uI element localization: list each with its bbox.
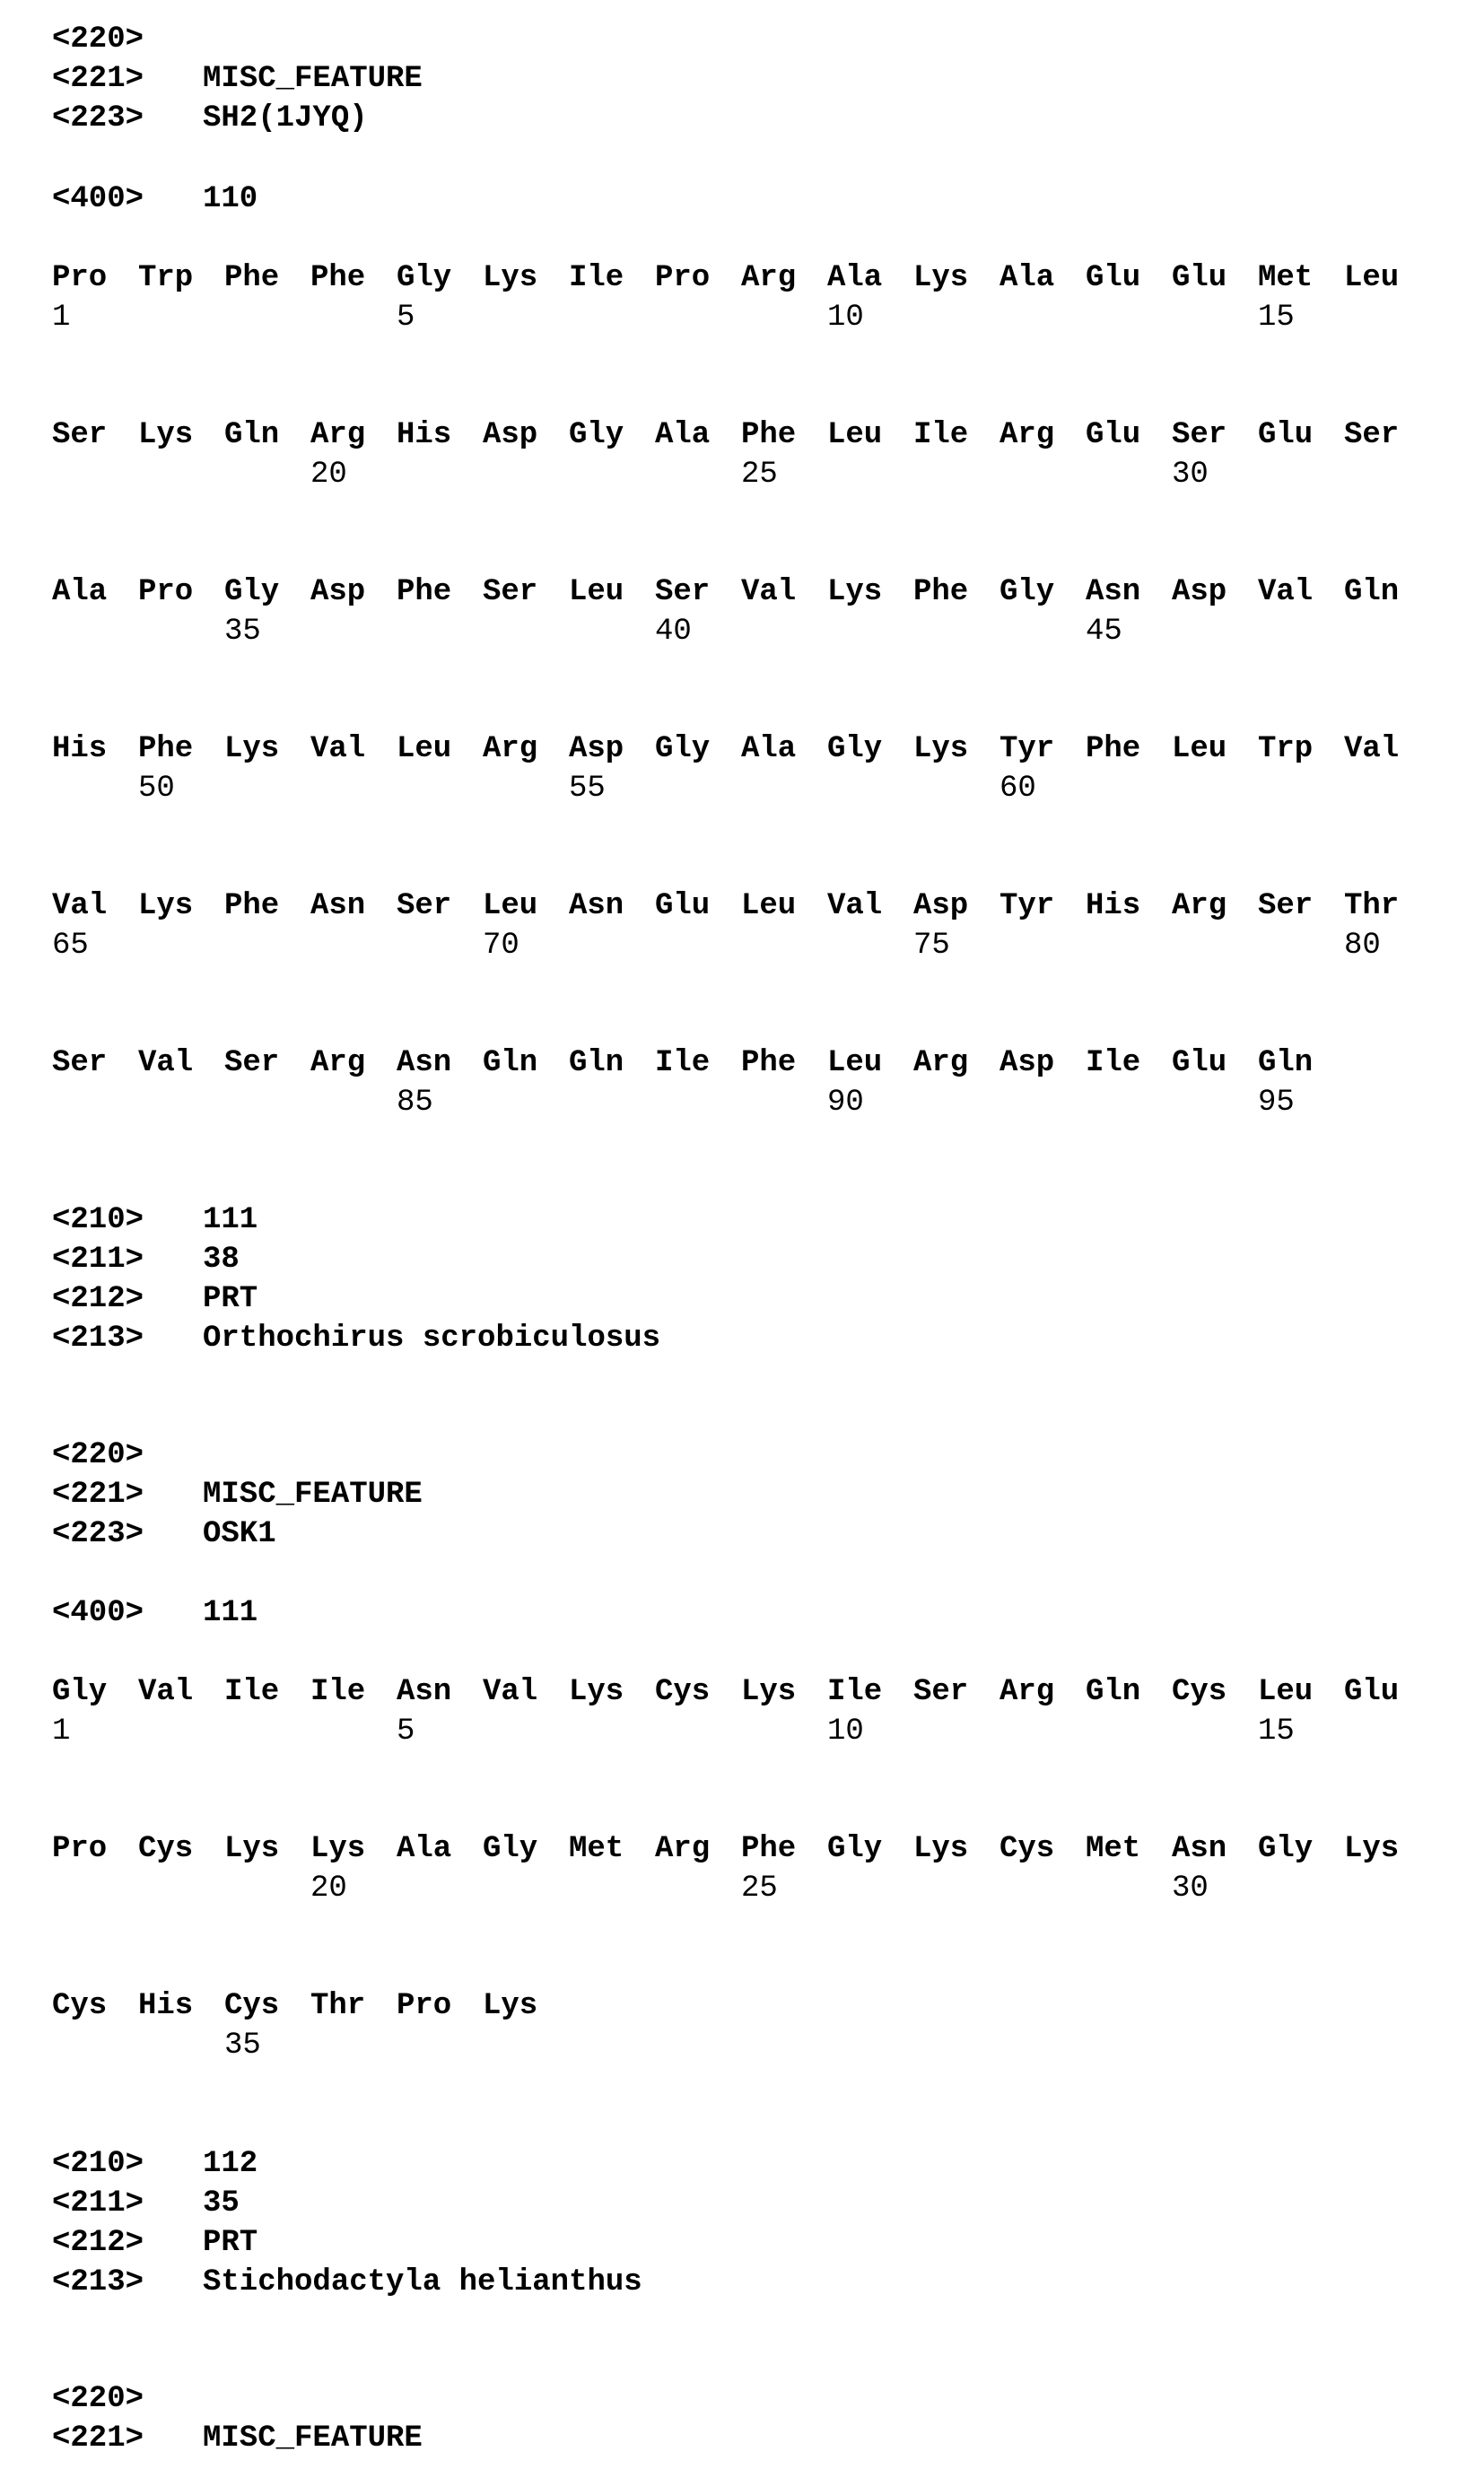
residue: Arg (310, 1046, 366, 1080)
residue: Ile (1086, 1046, 1141, 1080)
residue: His (138, 1989, 194, 2023)
residue: Ile (569, 261, 624, 295)
position-number: 75 (913, 929, 950, 963)
residue: Ala (655, 418, 711, 452)
residue: Leu (1258, 1675, 1314, 1709)
residue: Pro (52, 1832, 108, 1866)
residue: Pro (397, 1989, 452, 2023)
residue: Gln (1344, 575, 1400, 609)
residue: Asp (913, 889, 969, 923)
field-value: 111 (203, 1203, 258, 1237)
field-value: PRT (203, 2226, 258, 2260)
position-number: 70 (483, 929, 519, 963)
field-tag: <212> (52, 2226, 144, 2260)
residue: Ala (827, 261, 883, 295)
header-line (52, 2146, 1398, 2182)
header-line (52, 1242, 1398, 1278)
residue: Lys (224, 732, 280, 766)
position-number: 15 (1258, 1714, 1295, 1749)
residue: His (52, 732, 108, 766)
residue: Asp (1000, 1046, 1055, 1080)
position-number: 25 (741, 1871, 778, 1906)
position-number: 5 (397, 1714, 415, 1749)
field-value: MISC_FEATURE (203, 62, 423, 96)
position-number: 55 (569, 772, 606, 806)
position-number: 45 (1086, 615, 1122, 649)
residue: Asn (569, 889, 624, 923)
residue: Asp (483, 418, 538, 452)
residue: Lys (827, 575, 883, 609)
residue: Glu (655, 889, 711, 923)
field-value: MISC_FEATURE (203, 1478, 423, 1512)
field-tag: <220> (52, 1438, 144, 1472)
residue: Gly (52, 1675, 108, 1709)
position-number: 85 (397, 1086, 433, 1120)
residue: Ser (483, 575, 538, 609)
feature-line (52, 1477, 1398, 1513)
residue: Ser (655, 575, 711, 609)
field-value: OSK1 (203, 1517, 276, 1551)
field-tag: <400> (52, 182, 144, 216)
residue: Cys (52, 1989, 108, 2023)
header-line (52, 1281, 1398, 1317)
residue: Gly (827, 1832, 883, 1866)
feature-line (52, 61, 1398, 97)
feature-line (52, 1437, 1398, 1473)
residue: Glu (1258, 418, 1314, 452)
residue: Cys (655, 1675, 711, 1709)
residue: Leu (827, 1046, 883, 1080)
residue: Gly (569, 418, 624, 452)
feature-line (52, 2381, 1398, 2417)
field-value: Stichodactyla helianthus (203, 2265, 642, 2299)
feature-line (52, 22, 1398, 57)
residue: Phe (913, 575, 969, 609)
residue: Trp (138, 261, 194, 295)
position-number: 35 (224, 2028, 261, 2063)
residue: His (1086, 889, 1141, 923)
residue: Glu (1172, 261, 1227, 295)
header-line (52, 1321, 1398, 1357)
field-value: 35 (203, 2186, 240, 2220)
field-tag: <210> (52, 1203, 144, 1237)
position-number: 10 (827, 301, 864, 335)
residue: Lys (741, 1675, 797, 1709)
residue: Lys (913, 1832, 969, 1866)
residue: Gly (224, 575, 280, 609)
residue: Asp (569, 732, 624, 766)
position-number: 95 (1258, 1086, 1295, 1120)
residue: Leu (483, 889, 538, 923)
residue: Ala (52, 575, 108, 609)
residue: Gln (1258, 1046, 1314, 1080)
residue: Arg (310, 418, 366, 452)
residue: Ile (224, 1675, 280, 1709)
residue: Gln (483, 1046, 538, 1080)
residue: Val (1344, 732, 1400, 766)
residue: Phe (397, 575, 452, 609)
residue: Pro (52, 261, 108, 295)
field-value: Orthochirus scrobiculosus (203, 1322, 661, 1356)
residue: Arg (741, 261, 797, 295)
residue: Phe (741, 1832, 797, 1866)
residue: Ser (52, 418, 108, 452)
residue: Cys (1172, 1675, 1227, 1709)
residue: Val (1258, 575, 1314, 609)
residue: Met (569, 1832, 624, 1866)
residue: Asp (310, 575, 366, 609)
field-value: MISC_FEATURE (203, 2421, 423, 2456)
feature-line (52, 1516, 1398, 1552)
residue: Phe (741, 418, 797, 452)
field-value: 110 (203, 182, 258, 216)
residue: Cys (138, 1832, 194, 1866)
residue: Ala (397, 1832, 452, 1866)
feature-line (52, 2421, 1398, 2456)
residue: Val (138, 1675, 194, 1709)
residue: Pro (138, 575, 194, 609)
residue: Asn (1172, 1832, 1227, 1866)
residue: Met (1086, 1832, 1141, 1866)
residue: Gly (483, 1832, 538, 1866)
residue: Phe (1086, 732, 1141, 766)
residue: Gly (1000, 575, 1055, 609)
field-tag: <221> (52, 1478, 144, 1512)
residue: Phe (310, 261, 366, 295)
residue: Val (827, 889, 883, 923)
residue: Leu (741, 889, 797, 923)
field-tag: <213> (52, 1322, 144, 1356)
field-value: SH2(1JYQ) (203, 101, 368, 135)
residue: Phe (741, 1046, 797, 1080)
residue: Lys (483, 261, 538, 295)
field-value: 112 (203, 2147, 258, 2181)
position-number: 20 (310, 458, 347, 492)
position-number: 30 (1172, 1871, 1209, 1906)
residue: Leu (827, 418, 883, 452)
field-value: 111 (203, 1596, 258, 1630)
residue: Ser (397, 889, 452, 923)
field-tag: <223> (52, 101, 144, 135)
residue: Val (483, 1675, 538, 1709)
position-number: 25 (741, 458, 778, 492)
field-tag: <220> (52, 2382, 144, 2416)
field-tag: <213> (52, 2265, 144, 2299)
residue: Glu (1086, 418, 1141, 452)
residue: Val (52, 889, 108, 923)
residue: Tyr (1000, 732, 1055, 766)
field-tag: <210> (52, 2147, 144, 2181)
residue: Ser (1172, 418, 1227, 452)
position-number: 40 (655, 615, 692, 649)
residue: Ser (913, 1675, 969, 1709)
header-line (52, 1202, 1398, 1238)
residue: Ser (52, 1046, 108, 1080)
residue: Asn (310, 889, 366, 923)
residue: Lys (1344, 1832, 1400, 1866)
residue: Gly (397, 261, 452, 295)
header-line (52, 2264, 1398, 2300)
position-number: 65 (52, 929, 89, 963)
residue: Arg (1000, 418, 1055, 452)
residue: Lys (913, 732, 969, 766)
residue: Asn (1086, 575, 1141, 609)
residue: Lys (138, 889, 194, 923)
field-value: 38 (203, 1243, 240, 1277)
field-tag: <400> (52, 1596, 144, 1630)
residue: Lys (310, 1832, 366, 1866)
feature-line (52, 100, 1398, 136)
residue: Arg (1172, 889, 1227, 923)
position-number: 30 (1172, 458, 1209, 492)
residue: Gln (569, 1046, 624, 1080)
residue: Ser (224, 1046, 280, 1080)
field-tag: <212> (52, 1282, 144, 1316)
residue: Thr (310, 1989, 366, 2023)
residue: Phe (224, 261, 280, 295)
field-tag: <223> (52, 1517, 144, 1551)
residue: Ala (741, 732, 797, 766)
residue: Trp (1258, 732, 1314, 766)
residue: Lys (483, 1989, 538, 2023)
residue: Leu (1344, 261, 1400, 295)
residue: Ile (310, 1675, 366, 1709)
position-number: 20 (310, 1871, 347, 1906)
residue: Gly (655, 732, 711, 766)
residue: Ser (1258, 889, 1314, 923)
residue: Gln (224, 418, 280, 452)
field-tag: <221> (52, 62, 144, 96)
residue: Pro (655, 261, 711, 295)
residue: Ile (913, 418, 969, 452)
residue: Thr (1344, 889, 1400, 923)
position-number: 1 (52, 301, 71, 335)
residue: Val (310, 732, 366, 766)
position-number: 1 (52, 1714, 71, 1749)
field-tag: <221> (52, 2421, 144, 2456)
position-number: 80 (1344, 929, 1381, 963)
residue: Arg (913, 1046, 969, 1080)
residue: Glu (1344, 1675, 1400, 1709)
residue: Cys (1000, 1832, 1055, 1866)
position-number: 50 (138, 772, 175, 806)
position-number: 35 (224, 615, 261, 649)
sequence-tag-line (52, 181, 1398, 217)
field-tag: <211> (52, 2186, 144, 2220)
residue: Tyr (1000, 889, 1055, 923)
residue: Met (1258, 261, 1314, 295)
residue: Leu (569, 575, 624, 609)
residue: Arg (655, 1832, 711, 1866)
residue: Ile (827, 1675, 883, 1709)
residue: Leu (397, 732, 452, 766)
residue: Leu (1172, 732, 1227, 766)
residue: Phe (138, 732, 194, 766)
header-line (52, 2225, 1398, 2261)
residue: Arg (1000, 1675, 1055, 1709)
position-number: 5 (397, 301, 415, 335)
residue: Gly (1258, 1832, 1314, 1866)
residue: Ile (655, 1046, 711, 1080)
position-number: 10 (827, 1714, 864, 1749)
residue: Gln (1086, 1675, 1141, 1709)
residue: His (397, 418, 452, 452)
header-line (52, 2185, 1398, 2221)
residue: Asn (397, 1675, 452, 1709)
position-number: 90 (827, 1086, 864, 1120)
residue: Lys (138, 418, 194, 452)
position-number: 60 (1000, 772, 1036, 806)
residue: Val (741, 575, 797, 609)
residue: Phe (224, 889, 280, 923)
position-number: 15 (1258, 301, 1295, 335)
residue: Glu (1086, 261, 1141, 295)
field-tag: <211> (52, 1243, 144, 1277)
residue: Lys (224, 1832, 280, 1866)
residue: Val (138, 1046, 194, 1080)
field-value: PRT (203, 1282, 258, 1316)
residue: Lys (913, 261, 969, 295)
residue: Asn (397, 1046, 452, 1080)
residue: Ser (1344, 418, 1400, 452)
residue: Gly (827, 732, 883, 766)
residue: Lys (569, 1675, 624, 1709)
residue: Asp (1172, 575, 1227, 609)
residue: Glu (1172, 1046, 1227, 1080)
sequence-tag-line (52, 1595, 1398, 1631)
residue: Ala (1000, 261, 1055, 295)
residue: Arg (483, 732, 538, 766)
field-tag: <220> (52, 22, 144, 57)
residue: Cys (224, 1989, 280, 2023)
